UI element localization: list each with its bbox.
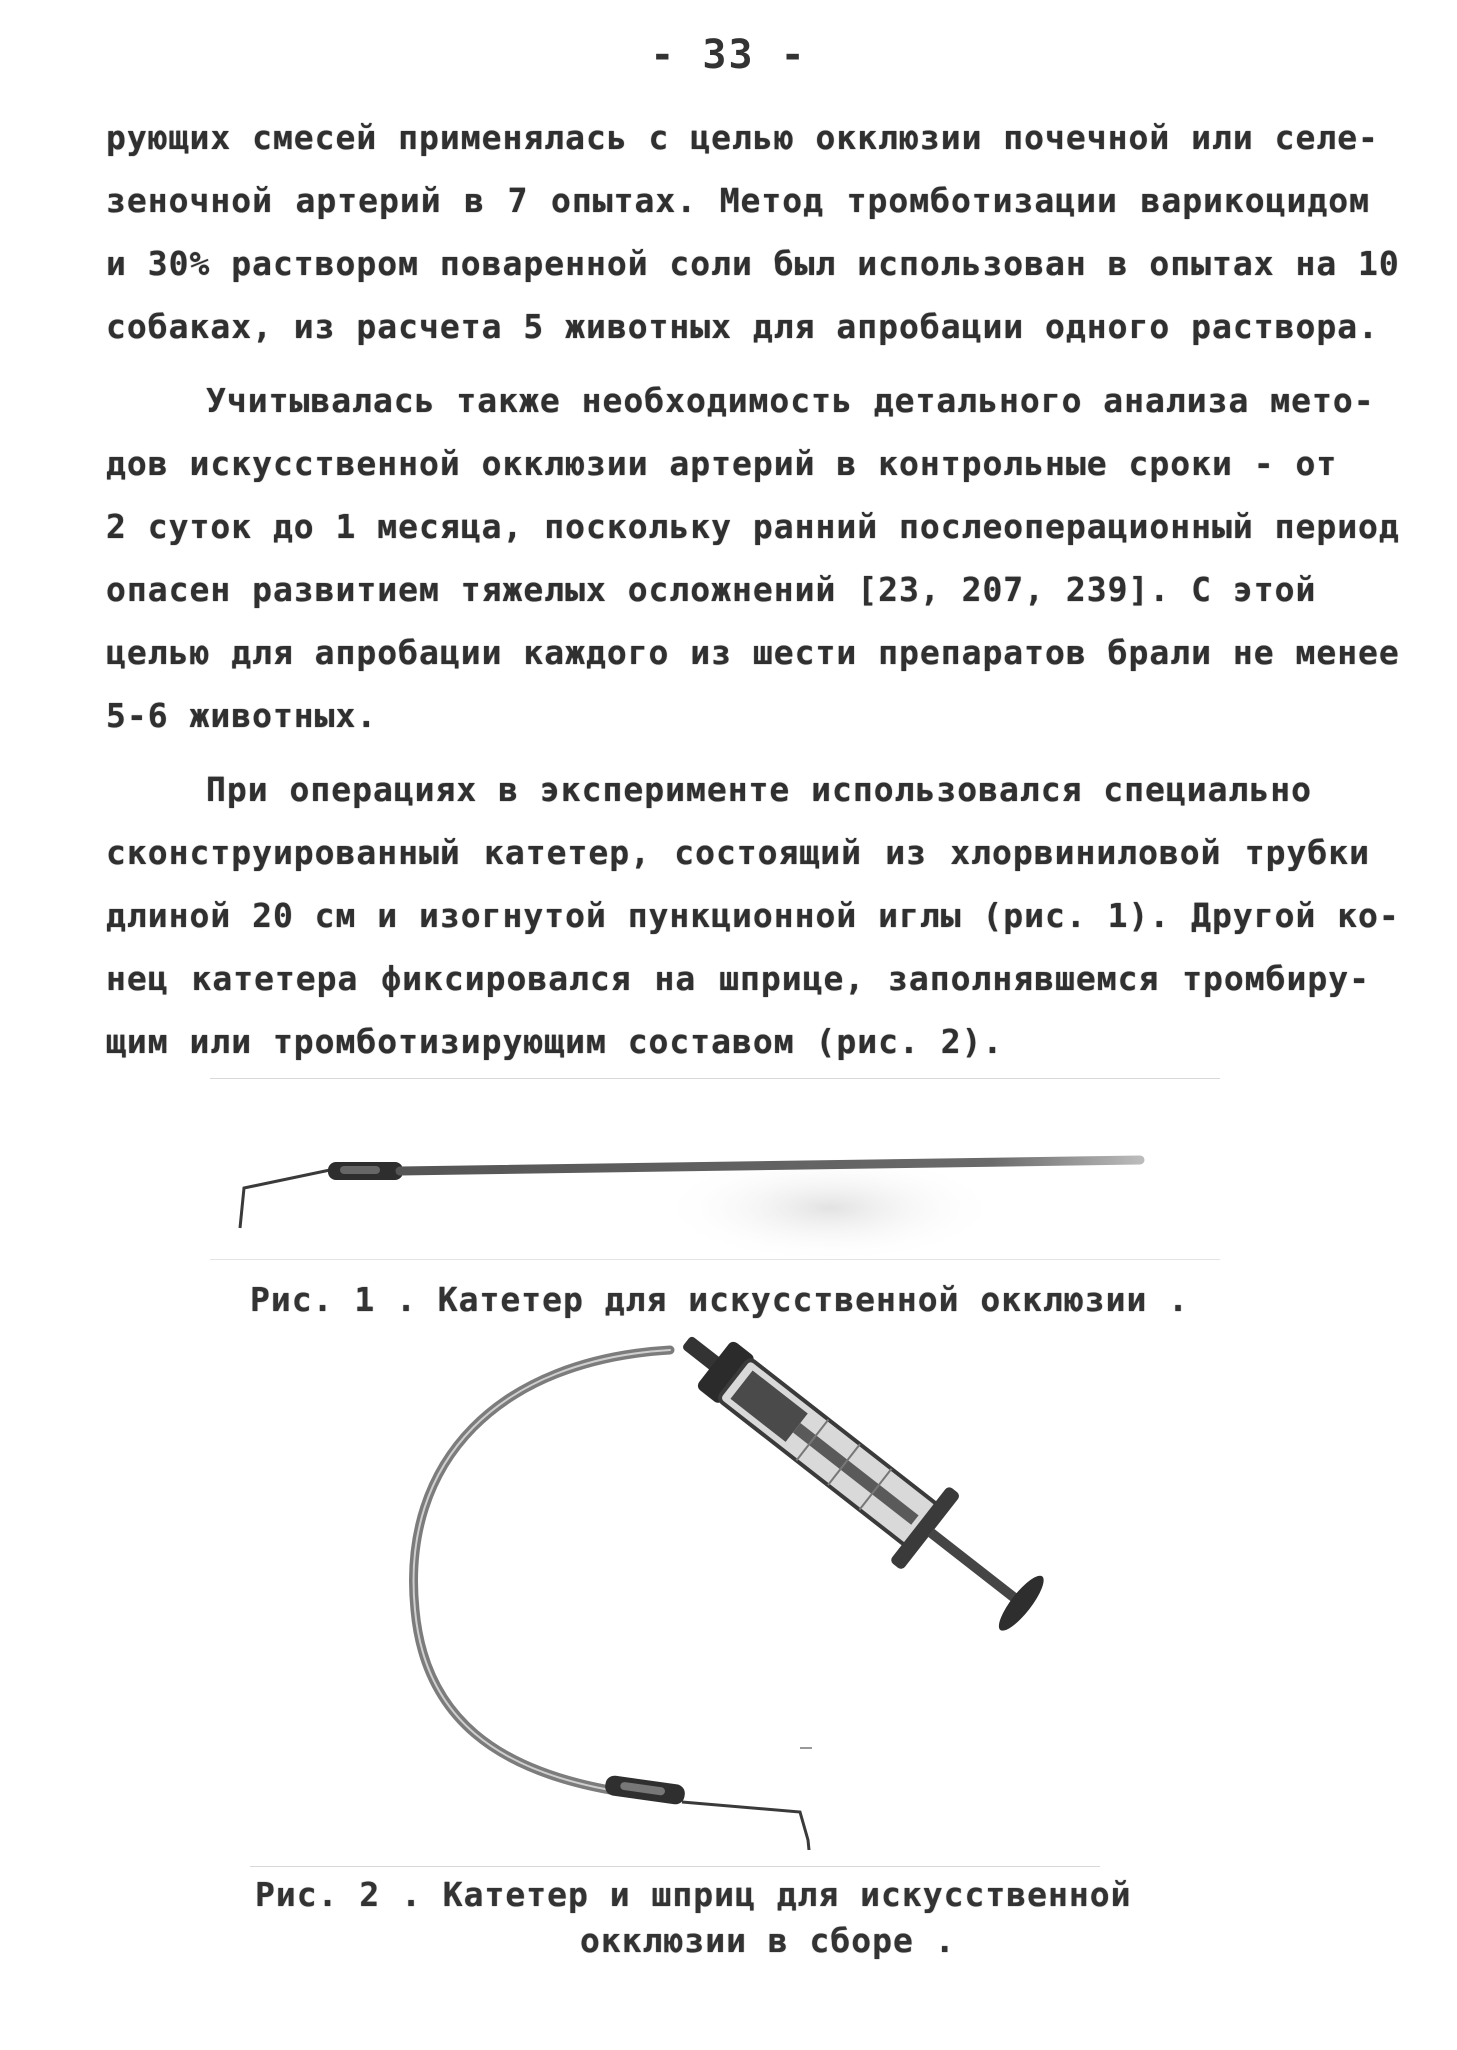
paragraph-3-line-3: длиной 20 см и изогнутой пункционной иглы (рис. 1). Другой ко- xyxy=(106,896,1400,935)
paragraph-1-line-2: зеночной артерий в 7 опытах. Метод тромботизации варикоцидом xyxy=(106,181,1370,220)
paragraph-2-line-6: 5-6 животных. xyxy=(106,696,378,735)
figure-1-catheter-photo xyxy=(210,1078,1220,1258)
paragraph-2-line-2: дов искусственной окклюзии артерий в контрольные сроки - от xyxy=(106,444,1338,483)
figure-1-caption: Рис. 1 . Катетер для искусственной окклюзии . xyxy=(250,1280,1190,1319)
paragraph-1-line-1: рующих смесей применялась с целью окклюзии почечной или селе- xyxy=(106,118,1379,157)
paragraph-1-line-3: и 30% раствором поваренной соли был использован в опытах на 10 xyxy=(106,244,1400,283)
paragraph-3-line-1: При операциях в эксперименте использовался специально xyxy=(206,770,1312,809)
paragraph-2-line-4: опасен развитием тяжелых осложнений [23, 207, 239]. С этой xyxy=(106,570,1317,609)
paragraph-3-line-2: сконструированный катетер, состоящий из хлорвиниловой трубки xyxy=(106,833,1370,872)
paragraph-1-line-4: собаках, из расчета 5 животных для апробации одного раствора. xyxy=(106,307,1379,346)
paragraph-3-line-5: щим или тромботизирующим составом (рис. 2). xyxy=(106,1022,1004,1061)
page-number: - 33 - xyxy=(650,32,807,78)
paragraph-2-line-3: 2 суток до 1 месяца, поскольку ранний послеоперационный период xyxy=(106,507,1400,546)
figure-2-syringe-photo xyxy=(380,1320,1100,1850)
figure-2-frame-line xyxy=(250,1866,1100,1867)
paragraph-3-line-4: нец катетера фиксировался на шприце, заполнявшемся тромбиру- xyxy=(106,959,1370,998)
figure-2-caption-line-2: окклюзии в сборе . xyxy=(580,1921,956,1960)
paragraph-2-line-5: целью для апробации каждого из шести препаратов брали не менее xyxy=(106,633,1400,672)
paragraph-2-line-1: Учитывалась также необходимость детального анализа мето- xyxy=(206,381,1375,420)
figure-2-caption-line-1: Рис. 2 . Катетер и шприц для искусственной xyxy=(255,1875,1132,1914)
